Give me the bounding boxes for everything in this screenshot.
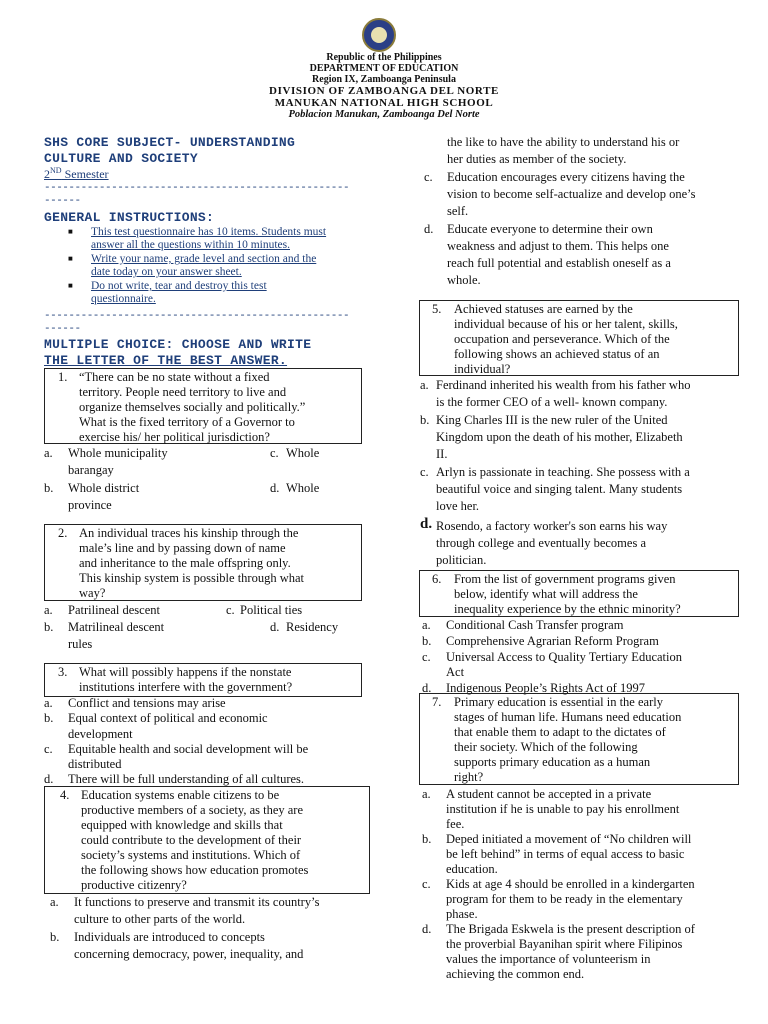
choice-letter: d. (270, 481, 280, 495)
q7-choice-b-cont: education. (446, 862, 498, 876)
instruction-2-line2: date today on your answer sheet. (91, 266, 242, 278)
question-5-line: Achieved statuses are earned by the (454, 302, 633, 316)
choice-letter: a. (420, 378, 429, 392)
instructions-title: GENERAL INSTRUCTIONS: (44, 210, 215, 225)
question-4-line: productive members of a society, as they are (81, 803, 304, 817)
question-5-line: individual because of his or her talent, skills, (454, 317, 678, 331)
q1-choice-c: Whole (286, 446, 320, 460)
q5-choice-a: Ferdinand inherited his wealth from his father who (436, 378, 691, 392)
q5-choice-d-cont: through college and eventually becomes a (436, 536, 646, 550)
q1-choice-b: Whole district (68, 481, 140, 495)
bullet-icon: ■ (68, 227, 73, 236)
choice-letter: d. (424, 222, 434, 236)
q4-choice-b-cont: her duties as member of the society. (447, 152, 627, 166)
question-5-line: occupation and perseverance. Which of the (454, 332, 670, 346)
q4-choice-a-cont: culture to other parts of the world. (74, 912, 246, 926)
header-address: Poblacion Manukan, Zamboanga Del Norte (288, 109, 480, 120)
question-7-line: that enable them to adapt to the dictates of (454, 725, 666, 739)
question-1-line: “There can be no state without a fixed (79, 370, 270, 384)
question-2-number: 2. (58, 526, 68, 540)
q7-choice-c-cont: program for them to be ready in the elementary (446, 892, 683, 906)
choice-letter: b. (50, 930, 60, 944)
question-4-line: productive citizenry? (81, 878, 187, 892)
choice-letter: c. (270, 446, 279, 460)
header-department: DEPARTMENT OF EDUCATION (309, 63, 459, 74)
choice-letter: b. (44, 620, 54, 634)
question-3-line: What will possibly happens if the nonstate (79, 665, 292, 679)
question-5-number: 5. (432, 302, 442, 316)
q4-choice-d-cont: reach full potential and establish oneself as a (447, 256, 671, 270)
q2-choice-c: Political ties (240, 603, 303, 617)
question-6-number: 6. (432, 572, 442, 586)
subject-title-line2: CULTURE AND SOCIETY (44, 151, 198, 166)
instruction-3-line1: Do not write, tear and destroy this test (91, 280, 267, 292)
q1-choice-b-cont: province (68, 498, 112, 512)
question-1-line: territory. People need territory to live and (79, 385, 287, 399)
choice-letter: d. (422, 681, 432, 695)
q4-choice-c: Education encourages every citizens having the (447, 170, 685, 184)
choice-letter: b. (44, 711, 54, 725)
q1-choice-a-cont: barangay (68, 463, 114, 477)
q5-choice-a-cont: is the former CEO of a well- known company. (436, 395, 668, 409)
q7-choice-b: Deped initiated a movement of “No children will (446, 832, 692, 846)
header-division: DIVISION OF ZAMBOANGA DEL NORTE (269, 85, 499, 97)
instruction-1-line2: answer all the questions within 10 minutes. (91, 239, 290, 251)
q2-choice-d: Residency (286, 620, 339, 634)
q5-choice-c: Arlyn is passionate in teaching. She possess with a (436, 465, 690, 479)
question-3-line: institutions interfere with the government? (79, 680, 293, 694)
q4-choice-d-cont: weakness and adjust to them. This helps one (447, 239, 669, 253)
q7-choice-a-cont: fee. (446, 817, 465, 831)
q3-choice-d: There will be full understanding of all cultures. (68, 772, 305, 786)
choice-letter: a. (422, 787, 431, 801)
subject-title-line1: SHS CORE SUBJECT- UNDERSTANDING (44, 135, 296, 150)
q4-choice-d-cont: whole. (447, 273, 481, 287)
question-4-line: could contribute to the development of their (81, 833, 302, 847)
question-7-line: stages of human life. Humans need education (454, 710, 682, 724)
q3-choice-c-cont: distributed (68, 757, 122, 771)
question-6-line: below, identify what will address the (454, 587, 638, 601)
question-4-line: society’s systems and institutions. Which of (81, 848, 301, 862)
choice-letter: a. (44, 696, 53, 710)
q6-choice-b: Comprehensive Agrarian Reform Program (446, 634, 659, 648)
q5-choice-b-cont: II. (436, 447, 448, 461)
choice-letter: b. (44, 481, 54, 495)
divider-line-tail: ------ (44, 195, 81, 207)
q3-choice-c: Equitable health and social development will be (68, 742, 309, 756)
question-4-line: equipped with knowledge and skills that (81, 818, 283, 832)
q2-choice-b: Matrilineal descent (68, 620, 165, 634)
q4-choice-b: Individuals are introduced to concepts (74, 930, 265, 944)
q7-choice-d-cont: the proverbial Bayanihan spirit where Filipinos (446, 937, 683, 951)
question-3-number: 3. (58, 665, 68, 679)
q4-choice-b-cont: the like to have the ability to understand his or (447, 135, 680, 149)
q7-choice-d: The Brigada Eskwela is the present description of (446, 922, 695, 936)
instruction-1-line1: This test questionnaire has 10 items. Students must (91, 226, 327, 238)
choice-letter: c. (422, 650, 431, 664)
header-republic: Republic of the Philippines (326, 52, 442, 63)
question-2-line: way? (79, 586, 106, 600)
q7-choice-b-cont: be left behind” in terms of equal access to basic (446, 847, 685, 861)
q7-choice-a-cont: institution if he is unable to pay his enrollment (446, 802, 680, 816)
choice-letter: c. (422, 877, 431, 891)
q3-choice-b: Equal context of political and economic (68, 711, 268, 725)
choice-letter: c. (44, 742, 53, 756)
question-6-line: From the list of government programs given (454, 572, 676, 586)
choice-letter: a. (44, 446, 53, 460)
question-7-number: 7. (432, 695, 442, 709)
q4-choice-d: Educate everyone to determine their own (447, 222, 653, 236)
q3-choice-b-cont: development (68, 727, 133, 741)
q7-choice-c: Kids at age 4 should be enrolled in a kindergarten (446, 877, 695, 891)
q5-choice-b: King Charles III is the new ruler of the United (436, 413, 668, 427)
q2-choice-b-cont: rules (68, 637, 93, 651)
choice-letter: b. (422, 634, 432, 648)
question-1-number: 1. (58, 370, 68, 384)
q4-choice-b-cont: concerning democracy, power, inequality, and (74, 947, 304, 961)
q5-choice-d-cont: politician. (436, 553, 487, 567)
q4-choice-c-cont: vision to become self-actualize and develop one’s (447, 187, 696, 201)
q5-choice-b-cont: Kingdom upon the death of his mother, Elizabeth (436, 430, 683, 444)
header-school: MANUKAN NATIONAL HIGH SCHOOL (274, 97, 494, 109)
semester-label: 2ND Semester (44, 166, 109, 181)
choice-letter: a. (44, 603, 53, 617)
q6-choice-d: Indigenous People’s Rights Act of 1997 (446, 681, 645, 695)
question-1-line: exercise his/ her political jurisdiction? (79, 430, 270, 444)
q6-choice-c-cont: Act (446, 665, 465, 679)
q4-choice-a: It functions to preserve and transmit its country’s (74, 895, 320, 909)
q7-choice-c-cont: phase. (446, 907, 478, 921)
question-2-line: An individual traces his kinship through the (79, 526, 299, 540)
question-5-line: following shows an achieved status of an (454, 347, 660, 361)
q6-choice-a: Conditional Cash Transfer program (446, 618, 624, 632)
q6-choice-c: Universal Access to Quality Tertiary Education (446, 650, 682, 664)
question-7-line: right? (454, 770, 484, 784)
bullet-icon: ■ (68, 281, 73, 290)
choice-letter: b. (420, 413, 430, 427)
choice-letter: d. (270, 620, 280, 634)
q7-choice-d-cont: achieving the common end. (446, 967, 585, 981)
choice-letter: d. (44, 772, 54, 786)
q7-choice-a: A student cannot be accepted in a private (446, 787, 652, 801)
instruction-3-line2: questionnaire. (91, 293, 156, 305)
q5-choice-c-cont: beautiful voice and singing talent. Many students (436, 482, 683, 496)
question-7-line: Primary education is essential in the early (454, 695, 663, 709)
q1-choice-d: Whole (286, 481, 320, 495)
instruction-2-line1: Write your name, grade level and section and the (91, 253, 317, 265)
q2-choice-a: Patrilineal descent (68, 603, 160, 617)
question-2-line: This kinship system is possible through what (79, 571, 304, 585)
choice-letter: c. (424, 170, 433, 184)
divider-line-tail: ------ (44, 323, 81, 335)
choice-letter: a. (50, 895, 59, 909)
choice-letter: d. (420, 516, 433, 532)
question-2-line: and inheritance to the male offspring only. (79, 556, 291, 570)
question-2-line: male’s line and by passing down of name (79, 541, 286, 555)
bullet-icon: ■ (68, 254, 73, 263)
q1-choice-a: Whole municipality (68, 446, 168, 460)
choice-letter: a. (422, 618, 431, 632)
question-6-line: inequality experience by the ethnic minority? (454, 602, 681, 616)
q5-choice-d: Rosendo, a factory worker's son earns his way (436, 519, 668, 533)
choice-letter: d. (422, 922, 432, 936)
q3-choice-a: Conflict and tensions may arise (68, 696, 226, 710)
q4-choice-c-cont: self. (447, 204, 469, 218)
divider-line: -------------------------------------------------- (44, 182, 350, 194)
question-4-line: Education systems enable citizens to be (81, 788, 280, 802)
choice-letter: c. (226, 603, 235, 617)
question-7-line: their society. Which of the following (454, 740, 638, 754)
q5-choice-c-cont: love her. (436, 499, 480, 513)
question-7-line: supports primary education as a human (454, 755, 651, 769)
question-4-number: 4. (60, 788, 70, 802)
deped-seal-logo (362, 18, 396, 52)
mc-title-line1: MULTIPLE CHOICE: CHOOSE AND WRITE (44, 337, 312, 352)
question-1-line: organize themselves socially and politically.” (79, 400, 306, 414)
choice-letter: c. (420, 465, 429, 479)
question-5-line: individual? (454, 362, 511, 376)
q7-choice-d-cont: values the importance of volunteerism in (446, 952, 651, 966)
mc-title-line2: THE LETTER OF THE BEST ANSWER. (44, 353, 288, 368)
choice-letter: b. (422, 832, 432, 846)
question-1-line: What is the fixed territory of a Governor to (79, 415, 295, 429)
divider-line: -------------------------------------------------- (44, 310, 350, 322)
question-4-line: the following shows how education promotes (81, 863, 309, 877)
header-region: Region IX, Zamboanga Peninsula (312, 74, 456, 85)
